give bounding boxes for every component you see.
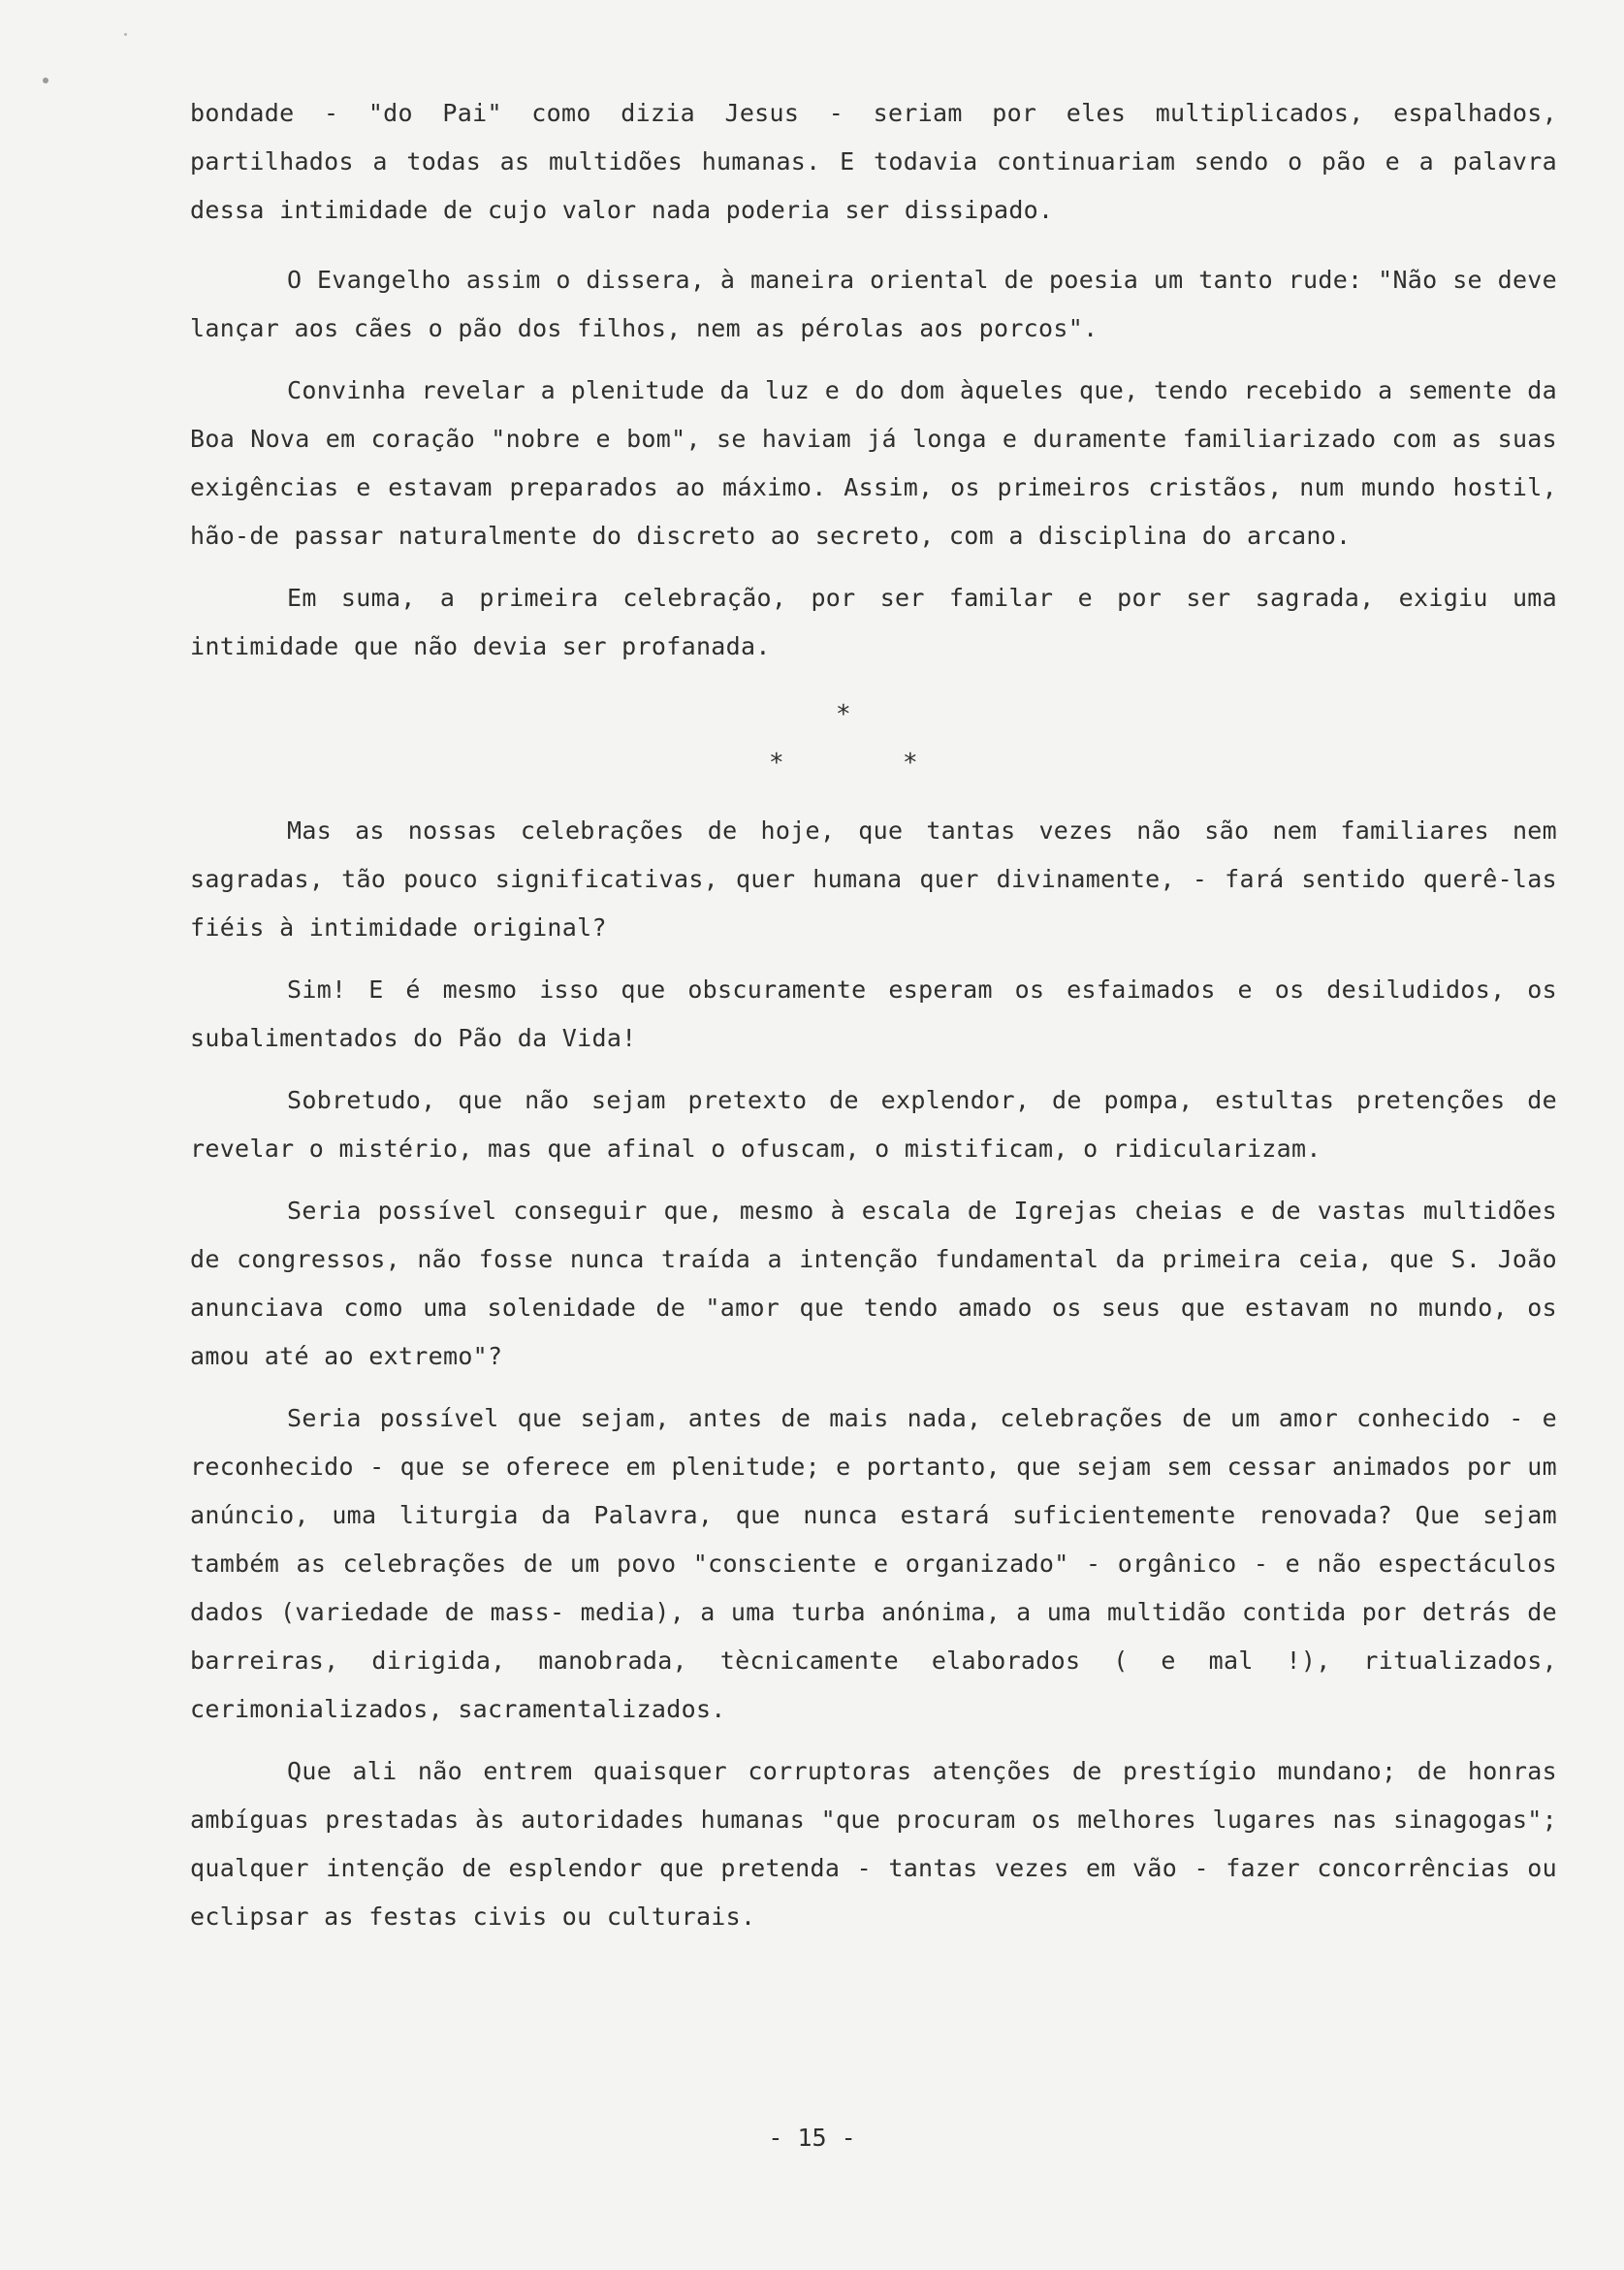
paragraph-4: Em suma, a primeira celebração, por ser familar e por ser sagrada, exigiu uma intimidade que não devia ser profanada. bbox=[190, 584, 1557, 660]
page-number: - 15 - bbox=[768, 2124, 856, 2152]
paragraph-3: Convinha revelar a plenitude da luz e do dom àqueles que, tendo recebido a semente da Boa Nova em coração "nobre e bom", se haviam já longa e duramente familiarizado com as suas exigências e estavam preparados ao máximo. Assim, os primeiros cristãos, num mundo hostil, hão-de passar naturalmente do discreto ao secreto, com a disciplina do arcano. bbox=[190, 376, 1557, 550]
section-separator bbox=[190, 690, 1557, 807]
paragraph-2: O Evangelho assim o dissera, à maneira oriental de poesia um tanto rude: "Não se deve lançar aos cães o pão dos filhos, nem as pérolas aos porcos". bbox=[190, 266, 1557, 342]
paragraph-6: Sim! E é mesmo isso que obscuramente esperam os esfaimados e os desiludidos, os subalimentados do Pão da Vida! bbox=[190, 975, 1557, 1052]
paragraph-10: Que ali não entrem quaisquer corruptoras atenções de prestígio mundano; de honras ambíguas prestadas às autoridades humanas "que procuram os melhores lugares nas sinagogas"; qualquer intenção de esplendor que pretenda - tantas vezes em vão - fazer concorrências ou eclipsar as festas civis ou culturais. bbox=[190, 1757, 1557, 1931]
typed-text-body bbox=[190, 89, 1557, 1941]
margin-dot-mark-small bbox=[124, 33, 127, 36]
paragraph-9: Seria possível que sejam, antes de mais nada, celebrações de um amor conhecido - e reconhecido - que se oferece em plenitude; e portanto, que sejam sem cessar animados por um anúncio, uma liturgia da Palavra, que nunca estará suficientemente renovada? Que sejam também as celebrações de um povo "consciente e organizado" - orgânico - e não espectáculos dados (variedade de mass- media), a uma turba anónima, a uma multidão contida por detrás de barreiras, dirigida, manobrada, tècnicamente elaborados ( e mal !), ritualizados, cerimonializados, sacramentalizados. bbox=[190, 1404, 1557, 1723]
paragraph-8: Seria possível conseguir que, mesmo à escala de Igrejas cheias e de vastas multidões de congressos, não fosse nunca traída a intenção fundamental da primeira ceia, que S. João anunciava como uma solenidade de "amor que tendo amado os seus que estavam no mundo, os amou até ao extremo"? bbox=[190, 1197, 1557, 1370]
paragraph-1: bondade - "do Pai" como dizia Jesus - seriam por eles multiplicados, espalhados, partilhados a todas as multidões humanas. E todavia continuariam sendo o pão e a palavra dessa intimidade de cujo valor nada poderia ser dissipado. bbox=[190, 99, 1557, 224]
margin-dot-mark bbox=[43, 78, 48, 83]
paragraph-5: Mas as nossas celebrações de hoje, que tantas vezes não são nem familiares nem sagradas, tão pouco significativas, quer humana quer divinamente, - fará sentido querê-las fiéis à intimidade original? bbox=[190, 816, 1557, 942]
separator-star-right: * bbox=[903, 749, 918, 778]
separator-star-top: * bbox=[836, 700, 851, 729]
paragraph-7: Sobretudo, que não sejam pretexto de explendor, de pompa, estultas pretenções de revelar o mistério, mas que afinal o ofuscam, o mistificam, o ridicularizam. bbox=[190, 1086, 1557, 1163]
separator-star-left: * bbox=[769, 749, 784, 778]
